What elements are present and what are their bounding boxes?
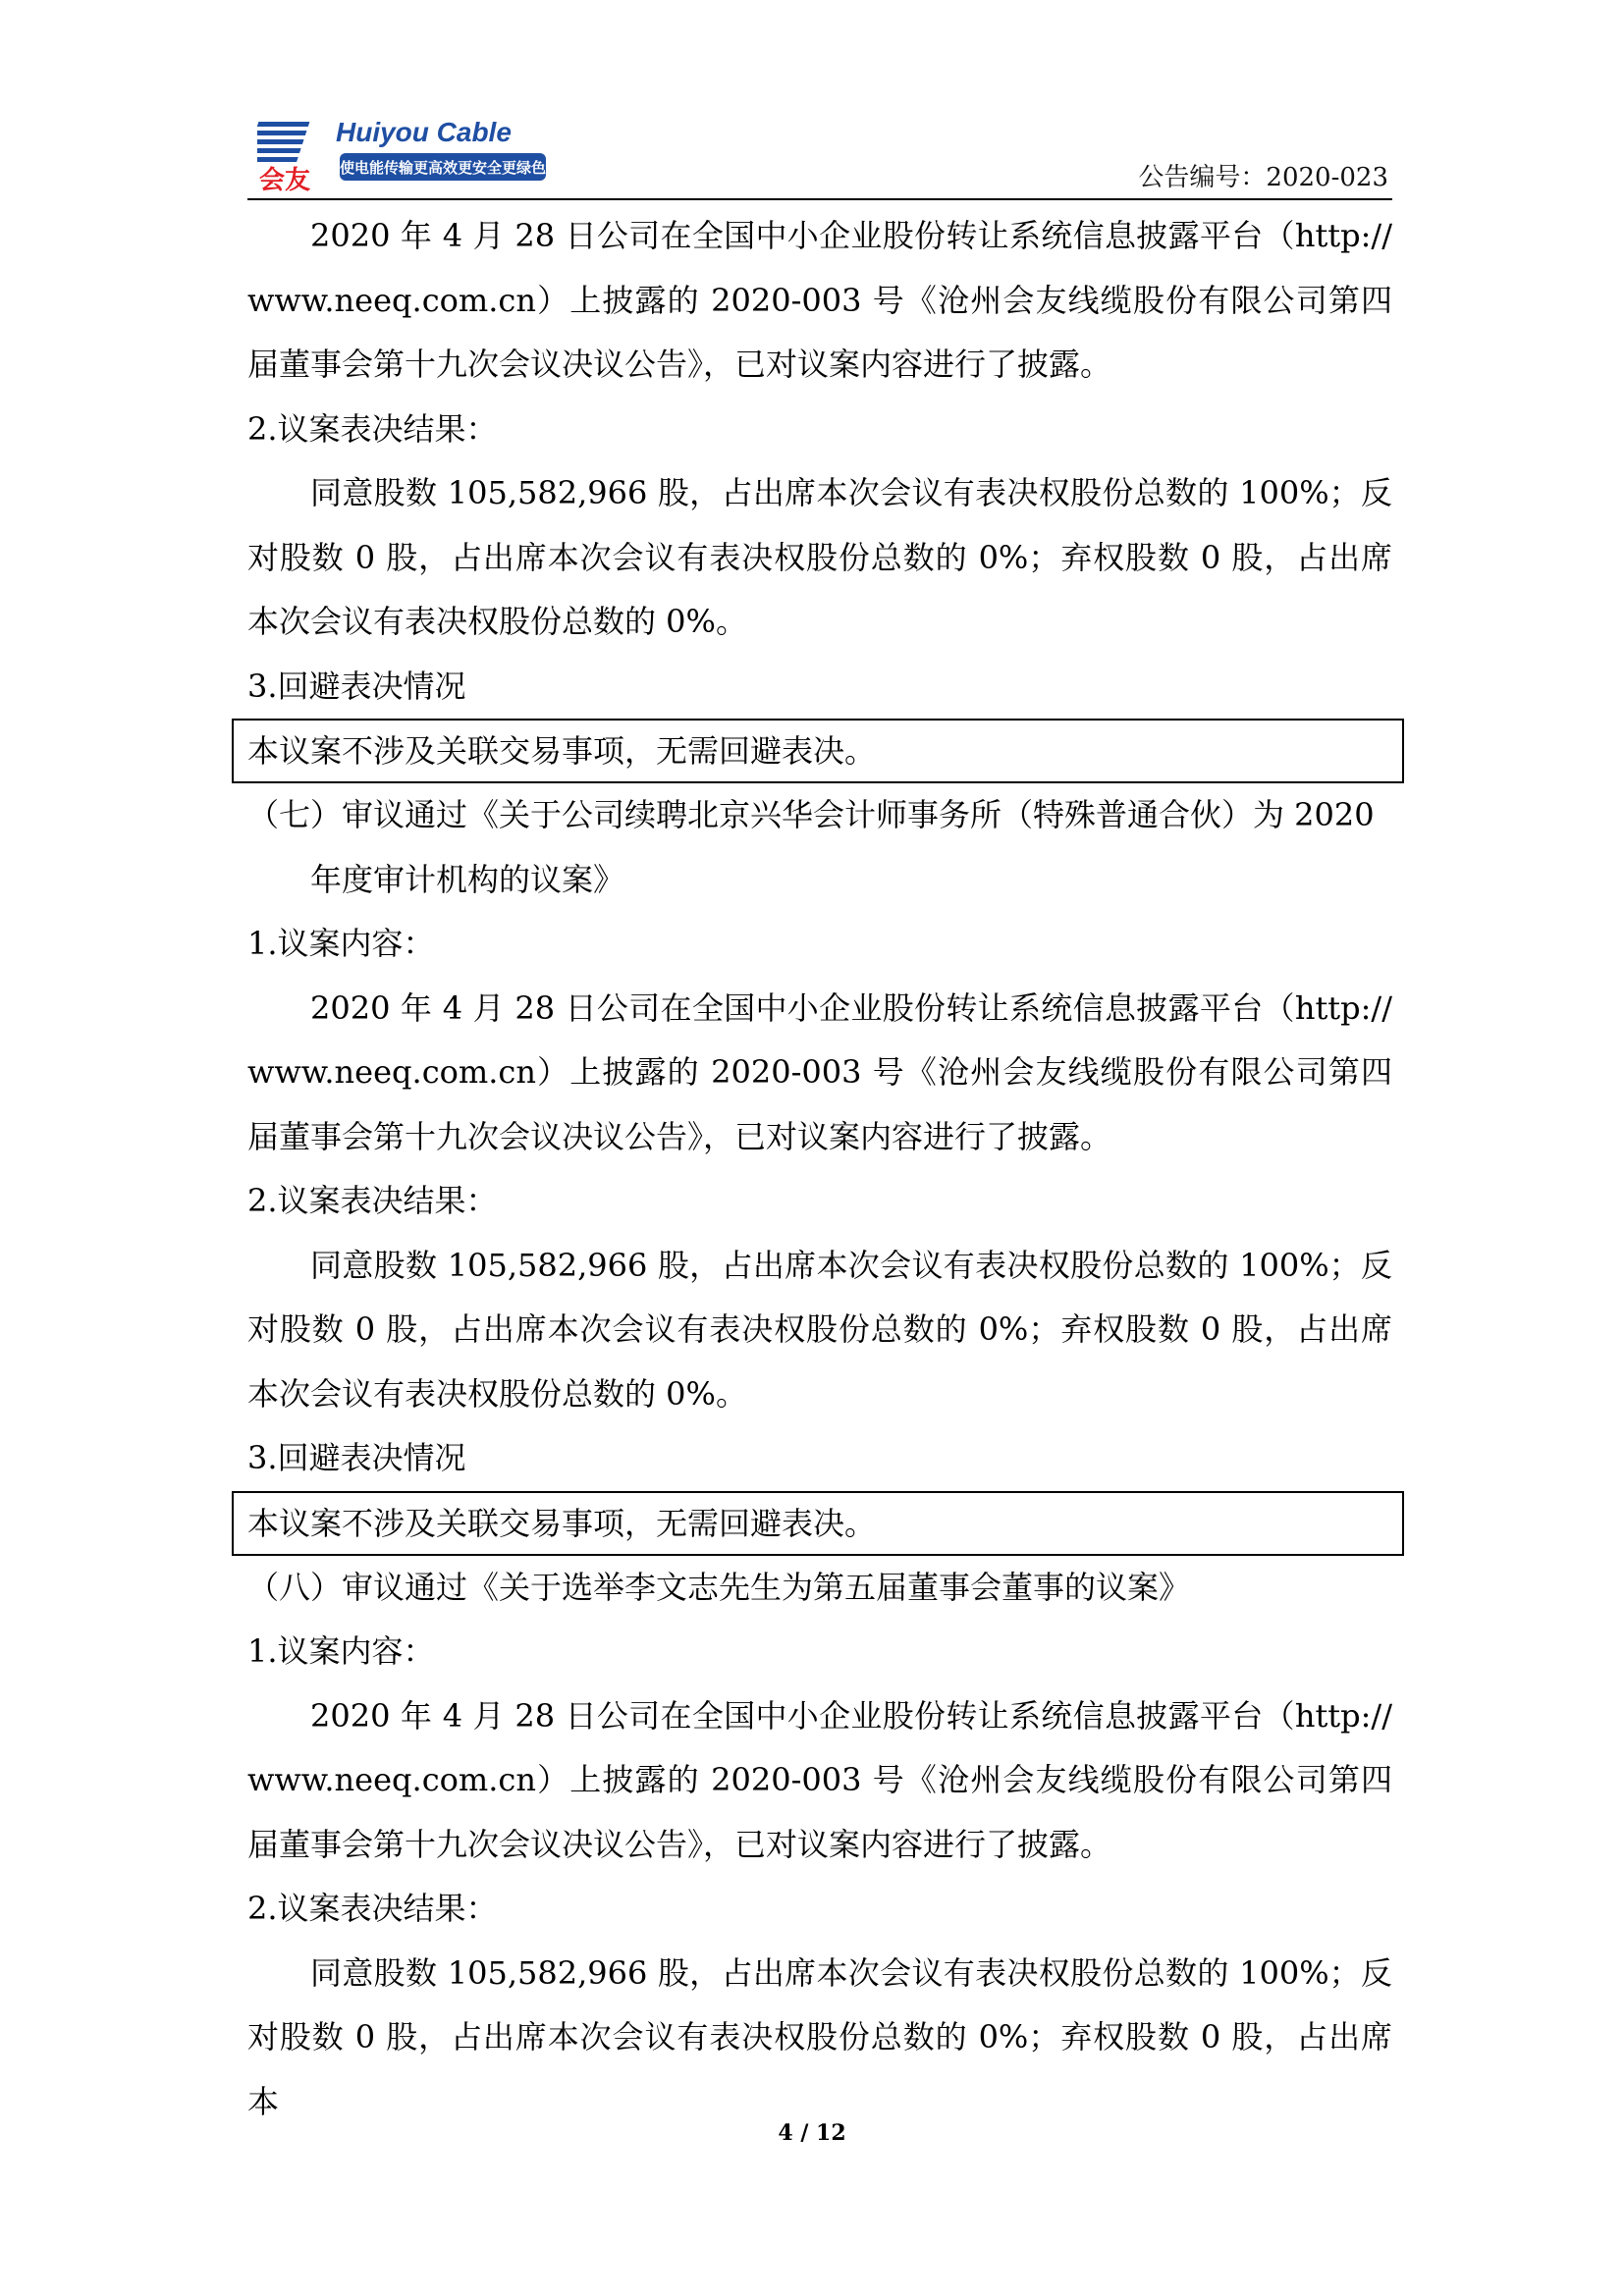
item-label: 1.议案内容： bbox=[247, 1632, 435, 1670]
body-paragraph: 2020 年 4 月 28 日公司在全国中小企业股份转让系统信息披露平台（http://www.neeq.com.cn）上披露的 2020-003 号《沧州会友线缆股份有限公司第四届董事会第十九次会议决议公告》，已对议案内容进行了披露。 bbox=[247, 988, 1392, 1155]
item-label: 2.议案表决结果： bbox=[247, 1890, 498, 1927]
logo-slogan: 使电能传输更高效更安全更绿色 bbox=[339, 159, 547, 177]
body-paragraph: 2020 年 4 月 28 日公司在全国中小企业股份转让系统信息披露平台（http://www.neeq.com.cn）上披露的 2020-003 号《沧州会友线缆股份有限公司第四届董事会第十九次会议决议公告》，已对议案内容进行了披露。 bbox=[247, 1696, 1392, 1863]
recusal-note-box: 本议案不涉及关联交易事项，无需回避表决。 bbox=[232, 719, 1404, 783]
item-label: 2.议案表决结果： bbox=[247, 1182, 498, 1219]
item-label: 2.议案表决结果： bbox=[247, 409, 498, 448]
logo-english-text: Huiyou Cable bbox=[336, 117, 512, 147]
logo-chinese-text: 会友 bbox=[259, 166, 311, 192]
recusal-note-box: 本议案不涉及关联交易事项，无需回避表决。 bbox=[232, 1491, 1404, 1556]
company-logo bbox=[257, 114, 571, 192]
page-header bbox=[247, 106, 1392, 196]
section-heading: （八）审议通过《关于选举李文志先生为第五届董事会董事的议案》 bbox=[247, 1568, 1191, 1606]
body-paragraph: 同意股数 105,582,966 股，占出席本次会议有表决权股份总数的 100%；反对股数 0 股，占出席本次会议有表决权股份总数的 0%；弃权股数 0 股，占出席本 bbox=[247, 1953, 1392, 2120]
section-heading: （七）审议通过《关于公司续聘北京兴华会计师事务所（特殊普通合伙）为 2020 年度审计机构的议案》 bbox=[247, 796, 1375, 898]
announcement-number: 公告编号：2020-023 bbox=[1138, 163, 1388, 192]
body-paragraph: 同意股数 105,582,966 股，占出席本次会议有表决权股份总数的 100%；反对股数 0 股，占出席本次会议有表决权股份总数的 0%；弃权股数 0 股，占出席本次会议有表决权股份总数的 0%。 bbox=[247, 1246, 1392, 1413]
header-divider bbox=[247, 198, 1392, 200]
body-paragraph: 2020 年 4 月 28 日公司在全国中小企业股份转让系统信息披露平台（http://www.neeq.com.cn）上披露的 2020-003 号《沧州会友线缆股份有限公司第四届董事会第十九次会议决议公告》，已对议案内容进行了披露。 bbox=[247, 217, 1392, 383]
page-number: 4 / 12 bbox=[778, 2120, 846, 2146]
item-label: 3.回避表决情况 bbox=[247, 1439, 466, 1476]
item-label: 3.回避表决情况 bbox=[247, 667, 466, 705]
document-body bbox=[247, 204, 1392, 2134]
body-paragraph: 同意股数 105,582,966 股，占出席本次会议有表决权股份总数的 100%；反对股数 0 股，占出席本次会议有表决权股份总数的 0%；弃权股数 0 股，占出席本次会议有表决权股份总数的 0%。 bbox=[247, 474, 1392, 640]
item-label: 1.议案内容： bbox=[247, 925, 435, 962]
